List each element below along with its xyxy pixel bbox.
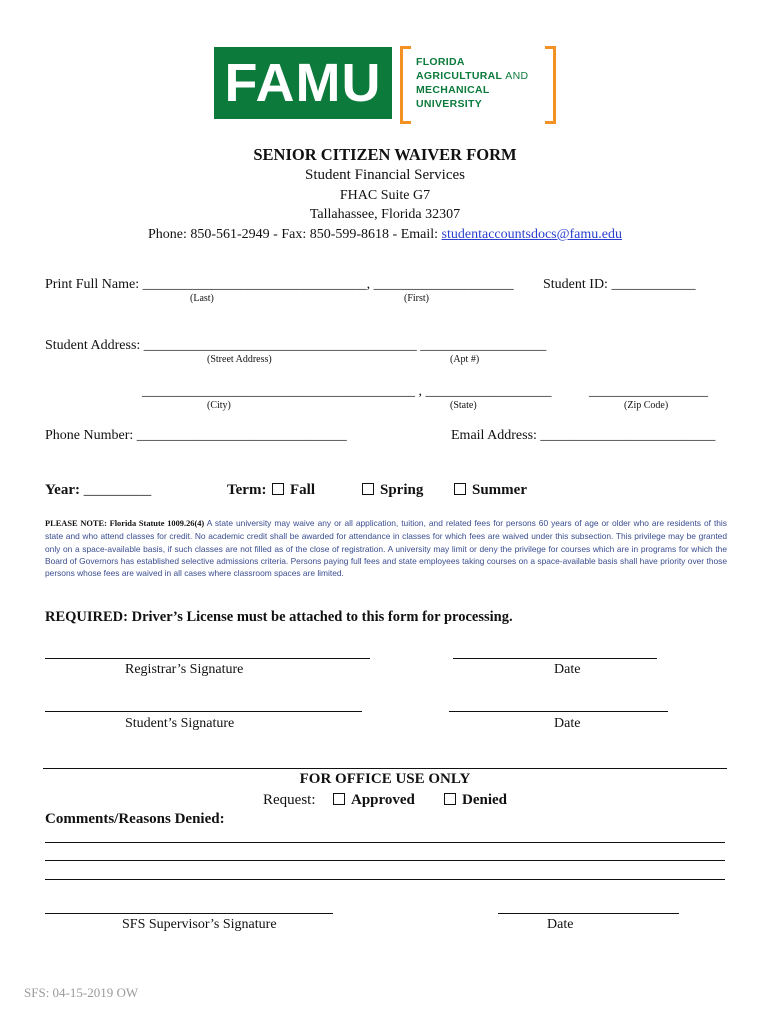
note-body: A state university may waive any or all application, tuition, and related fees for persons 60 years of age or older who are residents of this state and who attend classes for credit. No academic credit shall be awarded for attendance in classes for which fees are waived under this subsection. This privilege may be granted only on a space-available basis, if such classes are not filled as of the close of registration. A university may limit or deny the privilege for courses which are in programs for which the Board of Governors has established selective admissions criteria. Persons paying full fees and state employees taking courses on a space-available basis shall have priority over those persons whose fees are waived in all cases where classroom spaces are limited. (45, 518, 727, 579)
street-caption: (Street Address) (207, 354, 272, 365)
fall-option[interactable] (272, 482, 315, 499)
student-signature-label: Student’s Signature (125, 716, 235, 731)
form-version-footer: SFS: 04-15-2019 OW (24, 985, 139, 1000)
comments-line-3[interactable] (45, 879, 725, 880)
logo-line-2b: AND (505, 70, 529, 82)
last-caption: (Last) (190, 293, 214, 304)
year-blank: _________ (79, 482, 152, 498)
registrar-signature-label: Registrar’s Signature (125, 662, 244, 677)
supervisor-date-label: Date (547, 917, 574, 932)
form-title: SENIOR CITIZEN WAIVER FORM (253, 145, 517, 164)
fall-label: Fall (290, 482, 315, 498)
phone-field[interactable]: Phone Number: ______________________________ (45, 428, 347, 443)
logo-line-2a: AGRICULTURAL (416, 70, 503, 82)
year-field[interactable] (45, 482, 151, 499)
email-field[interactable]: Email Address: _________________________ (451, 428, 716, 443)
request-label: Request: (263, 792, 316, 808)
office-suite: FHAC Suite G7 (339, 188, 431, 203)
office-city: Tallahassee, Florida 32307 (309, 207, 461, 222)
denied-label: Denied (462, 792, 507, 808)
logo-line-2 (416, 70, 528, 82)
logo-line-3: MECHANICAL (416, 84, 490, 96)
registrar-date-label: Date (554, 662, 581, 677)
summer-label: Summer (472, 482, 527, 498)
student-signature-line[interactable] (45, 711, 362, 712)
name-field[interactable]: Print Full Name: ________________________________, ____________________ (45, 277, 514, 292)
state-caption: (State) (450, 400, 477, 411)
first-caption: (First) (404, 293, 429, 304)
logo-acronym: FAMU (224, 53, 382, 113)
office-divider (43, 768, 727, 769)
city-caption: (City) (207, 400, 231, 411)
logo-line-1: FLORIDA (416, 56, 465, 68)
summer-checkbox[interactable] (454, 483, 466, 495)
denied-option[interactable] (444, 792, 507, 809)
spring-label: Spring (380, 482, 424, 498)
apt-caption: (Apt #) (450, 354, 480, 365)
office-use-title: FOR OFFICE USE ONLY (299, 771, 471, 787)
zip-field[interactable]: _________________ (589, 384, 708, 399)
comments-label: Comments/Reasons Denied: (45, 811, 225, 827)
supervisor-signature-line[interactable] (45, 913, 333, 914)
spring-option[interactable] (362, 482, 423, 499)
student-date-line[interactable] (449, 711, 668, 712)
comments-line-2[interactable] (45, 860, 725, 861)
comments-line-1[interactable] (45, 842, 725, 843)
contact-email-link[interactable]: studentaccountsdocs@famu.edu (441, 227, 623, 242)
student-date-label: Date (554, 716, 581, 731)
year-label: Year: (45, 482, 80, 498)
city-state-field[interactable]: _______________________________________ , __________________ (142, 384, 552, 399)
denied-checkbox[interactable] (444, 793, 456, 805)
address-field[interactable]: Student Address: _______________________________________ __________________ (45, 338, 547, 353)
fall-checkbox[interactable] (272, 483, 284, 495)
supervisor-date-line[interactable] (498, 913, 679, 914)
contact-phone-fax: Phone: 850-561-2949 - Fax: 850-599-8618 - Email: (147, 227, 442, 242)
spring-checkbox[interactable] (362, 483, 374, 495)
logo-left-bracket (400, 46, 411, 124)
required-notice: REQUIRED: Driver’s License must be attached to this form for processing. (45, 609, 513, 625)
statute-note (45, 517, 727, 579)
registrar-date-line[interactable] (453, 658, 657, 659)
approved-label: Approved (351, 792, 415, 808)
zip-caption: (Zip Code) (624, 400, 669, 411)
logo-right-bracket (545, 46, 556, 124)
famu-logo-mark (214, 47, 392, 119)
term-label: Term: (227, 482, 267, 498)
logo-line-4: UNIVERSITY (416, 98, 483, 110)
approved-checkbox[interactable] (333, 793, 345, 805)
summer-option[interactable] (454, 482, 527, 499)
office-name: Student Financial Services (305, 167, 465, 183)
supervisor-signature-label: SFS Supervisor’s Signature (122, 917, 277, 932)
note-lead: PLEASE NOTE: Florida Statute 1009.26(4) (45, 519, 205, 528)
approved-option[interactable] (333, 792, 415, 809)
contact-line (0, 227, 770, 243)
student-id-field[interactable]: Student ID: ____________ (543, 277, 696, 292)
registrar-signature-line[interactable] (45, 658, 370, 659)
term-label-group (227, 482, 266, 499)
